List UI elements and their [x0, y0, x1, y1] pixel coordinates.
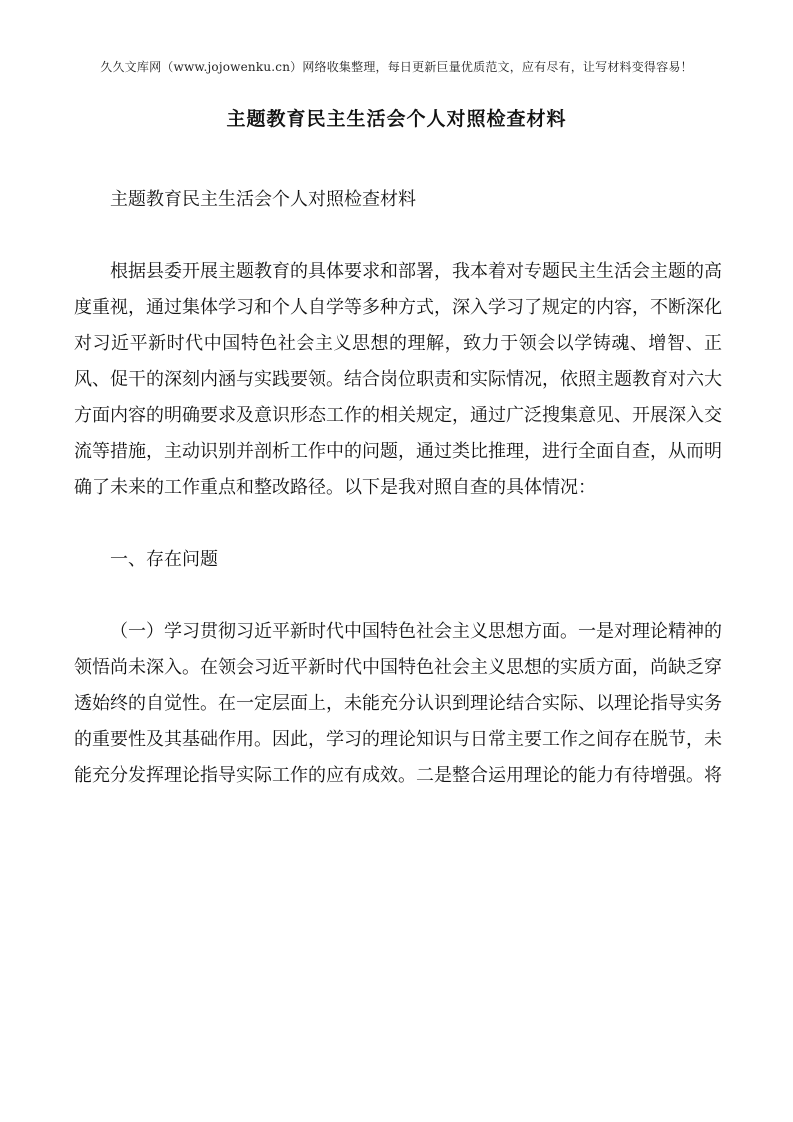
intro-paragraph: 根据县委开展主题教育的具体要求和部署，我本着对专题民主生活会主题的高度重视，通过集体学习和个人自学等多种方式，深入学习了规定的内容，不断深化对习近平新时代中国特色社会主义思想的理解，致力于领会以学铸魂、增智、正风、促干的深刻内涵与实践要领。结合岗位职责和实际情况，依照主题教育对六大方面内容的明确要求及意识形态工作的相关规定，通过广泛搜集意见、开展深入交流等措施，主动识别并剖析工作中的问题，通过类比推理，进行全面自查，从而明确了未来的工作重点和整改路径。以下是我对照自查的具体情况：	[74, 261, 722, 498]
document-title: 主题教育民主生活会个人对照检查材料	[226, 108, 567, 130]
paragraph-gap	[74, 218, 722, 254]
subtitle-paragraph: 主题教育民主生活会个人对照检查材料	[110, 189, 416, 210]
paragraph-gap	[74, 506, 722, 542]
paragraph-gap	[74, 578, 722, 614]
section-heading: 一、存在问题	[110, 549, 218, 570]
header-note: 久久文库网（www.jojowenku.cn）网络收集整理，每日更新巨量优质范文，应有尽有，让写材料变得容易！	[100, 60, 693, 74]
section-one-paragraph: （一）学习贯彻习近平新时代中国特色社会主义思想方面。一是对理论精神的领悟尚未深入。在领会习近平新时代中国特色社会主义思想的实质方面，尚缺乏穿透始终的自觉性。在一定层面上，未能充分认识到理论结合实际、以理论指导实务的重要性及其基础作用。因此，学习的理论知识与日常主要工作之间存在脱节，未能充分发挥理论指导实际工作的应有成效。二是整合运用理论的能力有待增强。将	[74, 621, 722, 786]
document-body	[74, 182, 722, 794]
